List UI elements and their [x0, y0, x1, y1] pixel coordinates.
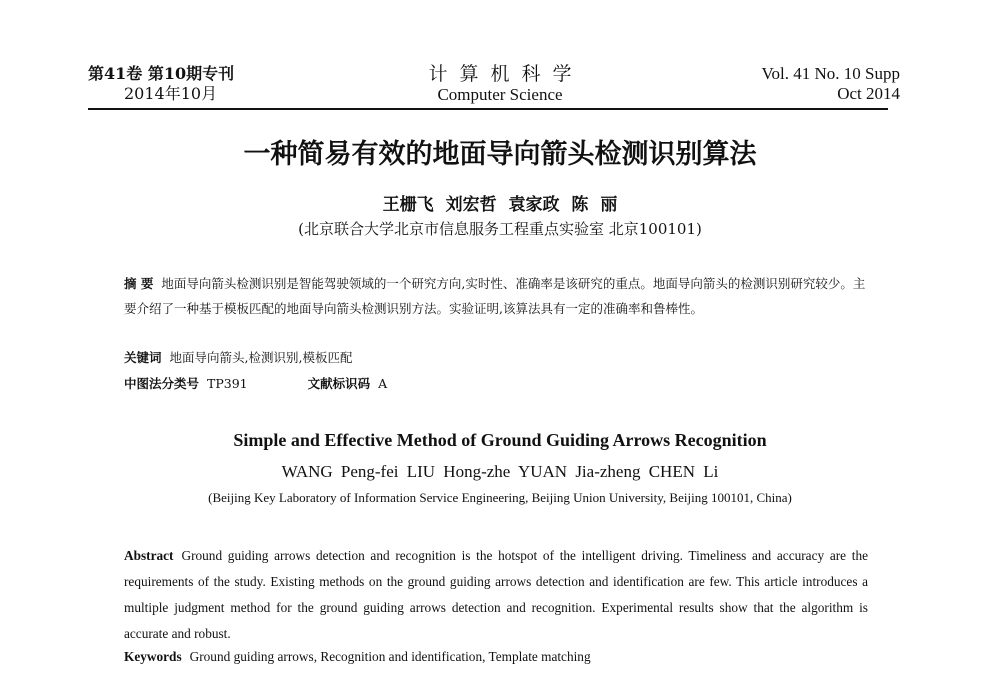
keywords-cn-text: 地面导向箭头,检测识别,模板匹配: [169, 350, 353, 365]
affiliation-en: (Beijing Key Laboratory of Information Service Engineering, Beijing Union University, Beijing 100101, China): [208, 490, 792, 505]
keywords-en-label: Keywords: [124, 649, 182, 664]
journal-issue-en: [761, 64, 900, 104]
keywords-cn: [124, 346, 868, 371]
doc-code-value: A: [378, 376, 388, 391]
keywords-en: [124, 645, 868, 670]
journal-name-en: Computer Science: [437, 85, 563, 104]
abstract-en-text: Ground guiding arrows detection and recognition is the hotspot of the intelligent driving. Timeliness and accuracy are the requirements of the study. Existing methods on the ground guiding arrows detection and identification are few. This article introduces a multiple judgment method for the ground guiding arrows detection and recognition. Experimental results show that the algorithm is accurate and robust.: [124, 548, 868, 641]
volume-cn: 第41卷 第10期专刊: [88, 64, 235, 83]
abstract-en-label: Abstract: [124, 548, 174, 563]
affiliation-cn: (北京联合大学北京市信息服务工程重点实验室 北京100101): [298, 220, 702, 238]
abstract-cn-label: 摘 要: [124, 276, 154, 291]
clc-value: TP391: [207, 376, 248, 391]
journal-name: [380, 64, 620, 105]
paper-title-en: Simple and Effective Method of Ground Guiding Arrows Recognition: [233, 430, 767, 450]
clc-label: 中图法分类号: [124, 376, 200, 391]
journal-issue-cn: [88, 64, 234, 104]
journal-name-cn: 计算机科学: [428, 63, 584, 85]
date-en: Oct 2014: [837, 84, 900, 103]
date-cn: 2014年10月: [124, 84, 218, 103]
volume-en: Vol. 41 No. 10 Supp: [761, 64, 900, 83]
keywords-en-text: Ground guiding arrows, Recognition and identification, Template matching: [189, 649, 591, 664]
paper-title-cn: 一种简易有效的地面导向箭头检测识别算法: [243, 139, 757, 170]
abstract-cn: [124, 272, 868, 321]
keywords-cn-label: 关键词: [124, 350, 162, 365]
abstract-cn-text: 地面导向箭头检测识别是智能驾驶领域的一个研究方向,实时性、准确率是该研究的重点。地面导向箭头的检测识别研究较少。主要介绍了一种基于模板匹配的地面导向箭头检测识别方法。实验证明,该算法具有一定的准确率和鲁棒性。: [124, 276, 866, 316]
authors-cn: 王栅飞 刘宏哲 袁家政 陈 丽: [382, 195, 618, 215]
authors-en: WANG Peng-fei LIU Hong-zhe YUAN Jia-zheng CHEN Li: [281, 462, 719, 481]
doc-code-label: 文献标识码: [307, 376, 371, 391]
classification-cn: [124, 372, 868, 397]
header-rule: [88, 108, 888, 110]
abstract-en: [124, 543, 868, 647]
